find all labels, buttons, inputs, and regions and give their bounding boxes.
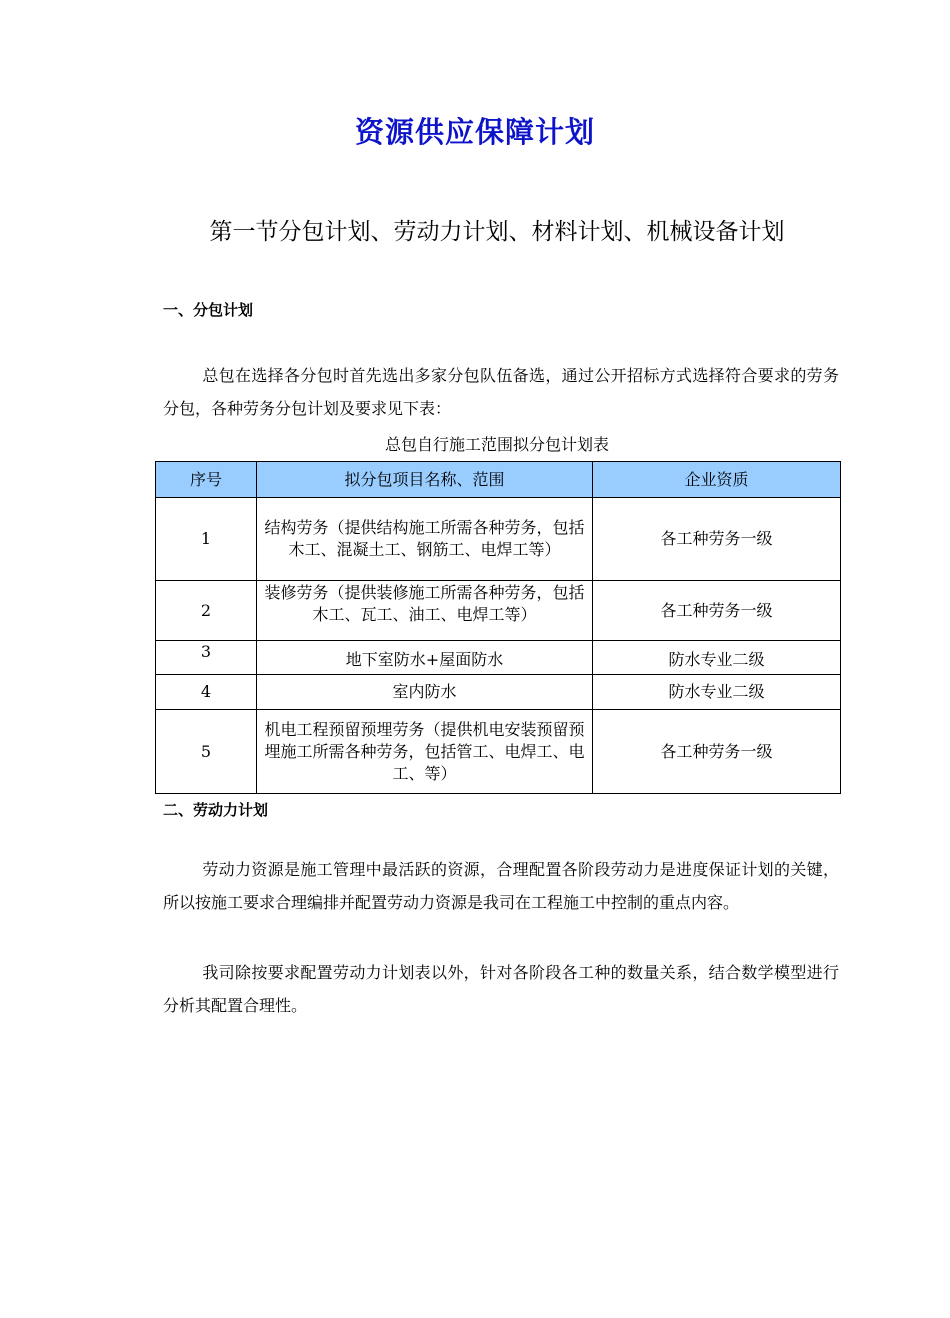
table-header-row xyxy=(156,462,841,498)
scope-text: 装修劳务（提供装修施工所需各种劳务，包括木工、瓦工、油工、电焊工等） xyxy=(264,583,585,624)
table-row xyxy=(156,498,841,581)
cell-no: 4 xyxy=(156,675,257,710)
subcontract-plan-table xyxy=(155,461,841,794)
table-row xyxy=(156,675,841,710)
cell-qualification: 防水专业二级 xyxy=(593,675,841,710)
scope-text: 机电工程预留预埋劳务（提供机电安装预留预埋施工所需各种劳务，包括管工、电焊工、电工、等） xyxy=(264,719,585,783)
header-scope: 拟分包项目名称、范围 xyxy=(257,462,593,498)
cell-no: 2 xyxy=(156,581,257,641)
table-row xyxy=(156,641,841,675)
cell-qualification: 各工种劳务一级 xyxy=(593,710,841,794)
section-title: 第一节分包计划、劳动力计划、材料计划、机械设备计划 xyxy=(209,219,785,245)
cell-scope xyxy=(257,581,593,641)
subsection-heading-labor: 二、劳动力计划 xyxy=(163,801,269,819)
cell-no: 1 xyxy=(156,498,257,581)
cell-qualification: 各工种劳务一级 xyxy=(593,498,841,581)
subsection-heading-subcontract: 一、分包计划 xyxy=(163,301,254,319)
table-row xyxy=(156,710,841,794)
paragraph-text: 总包在选择各分包时首先选出多家分包队伍备选，通过公开招标方式选择符合要求的劳务分包，各种劳务分包计划及要求见下表： xyxy=(163,366,839,418)
paragraph-subcontract-intro xyxy=(163,359,839,425)
paragraph-text: 我司除按要求配置劳动力计划表以外，针对各阶段各工种的数量关系，结合数学模型进行分析其配置合理性。 xyxy=(163,963,839,1015)
paragraph-labor-model xyxy=(163,956,839,1022)
cell-no: 5 xyxy=(156,710,257,794)
scope-text: 结构劳务（提供结构施工所需各种劳务，包括木工、混凝土工、钢筋工、电焊工等） xyxy=(264,518,585,559)
cell-no: 3 xyxy=(156,641,257,675)
cell-scope xyxy=(257,710,593,794)
table-row xyxy=(156,581,841,641)
paragraph-text: 劳动力资源是施工管理中最活跃的资源，合理配置各阶段劳动力是进度保证计划的关键，所以按施工要求合理编排并配置劳动力资源是我司在工程施工中控制的重点内容。 xyxy=(163,860,839,912)
cell-qualification: 防水专业二级 xyxy=(593,641,841,675)
cell-scope: 室内防水 xyxy=(257,675,593,710)
cell-qualification: 各工种劳务一级 xyxy=(593,581,841,641)
cell-scope: 地下室防水+屋面防水 xyxy=(257,641,593,675)
header-qualification: 企业资质 xyxy=(593,462,841,498)
table-caption: 总包自行施工范围拟分包计划表 xyxy=(384,435,609,454)
cell-scope xyxy=(257,498,593,581)
document-title: 资源供应保障计划 xyxy=(354,115,595,149)
header-no: 序号 xyxy=(156,462,257,498)
paragraph-labor-intro xyxy=(163,853,839,919)
